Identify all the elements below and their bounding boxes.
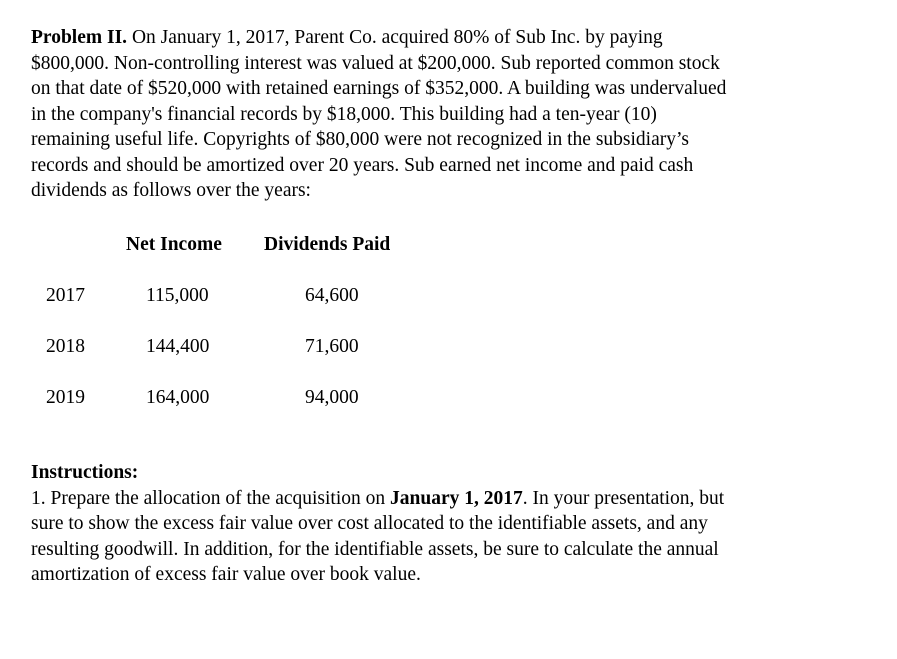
header-dividends-paid: Dividends Paid — [264, 234, 391, 255]
problem-line-7: dividends as follows over the years: — [31, 180, 311, 201]
instructions-line-4: amortization of excess fair value over book value. — [31, 564, 421, 585]
instructions-line-1 — [31, 486, 831, 512]
year-cell: 2019 — [46, 387, 85, 408]
net-income-cell: 115,000 — [146, 285, 209, 306]
table-row — [0, 334, 897, 360]
instructions-line-3: resulting goodwill. In addition, for the identifiable assets, be sure to calculate the annual — [31, 538, 719, 560]
problem-line-4: in the company's financial records by $18,000. This building had a ten-year (10) — [31, 103, 657, 125]
problem-line-5: remaining useful life. Copyrights of $80,000 were not recognized in the subsidiary’s — [31, 129, 689, 150]
instructions-prefix: 1. Prepare the allocation of the acquisition on — [31, 487, 391, 509]
instructions-date: January 1, 2017 — [390, 487, 523, 509]
table-row — [0, 283, 897, 309]
problem-text: On January 1, 2017, Parent Co. acquired 80% of Sub Inc. by paying — [127, 27, 663, 48]
instructions-suffix: . In your presentation, but — [522, 487, 725, 509]
year-cell: 2018 — [46, 336, 85, 357]
instructions-heading: Instructions: — [31, 462, 139, 483]
dividends-paid-cell: 71,600 — [305, 336, 359, 357]
problem-label: Problem II. — [31, 27, 128, 48]
problem-line-2: $800,000. Non-controlling interest was valued at $200,000. Sub reported common stock — [31, 52, 720, 74]
dividends-paid-cell: 64,600 — [305, 285, 359, 306]
instructions — [31, 460, 831, 588]
net-income-cell: 164,000 — [146, 387, 210, 408]
problem-line-3: on that date of $520,000 with retained earnings of $352,000. A building was undervalued — [31, 78, 727, 99]
year-cell: 2017 — [46, 285, 85, 306]
net-income-cell: 144,400 — [146, 336, 210, 357]
problem-line-6: records and should be amortized over 20 years. Sub earned net income and paid cash — [31, 154, 694, 176]
problem-line-1 — [31, 25, 821, 51]
table-row — [0, 385, 897, 411]
dividends-paid-cell: 94,000 — [305, 387, 359, 408]
instructions-line-2: sure to show the excess fair value over cost allocated to the identifiable assets, and any — [31, 513, 708, 534]
problem-statement — [31, 25, 821, 204]
header-net-income: Net Income — [126, 234, 222, 255]
